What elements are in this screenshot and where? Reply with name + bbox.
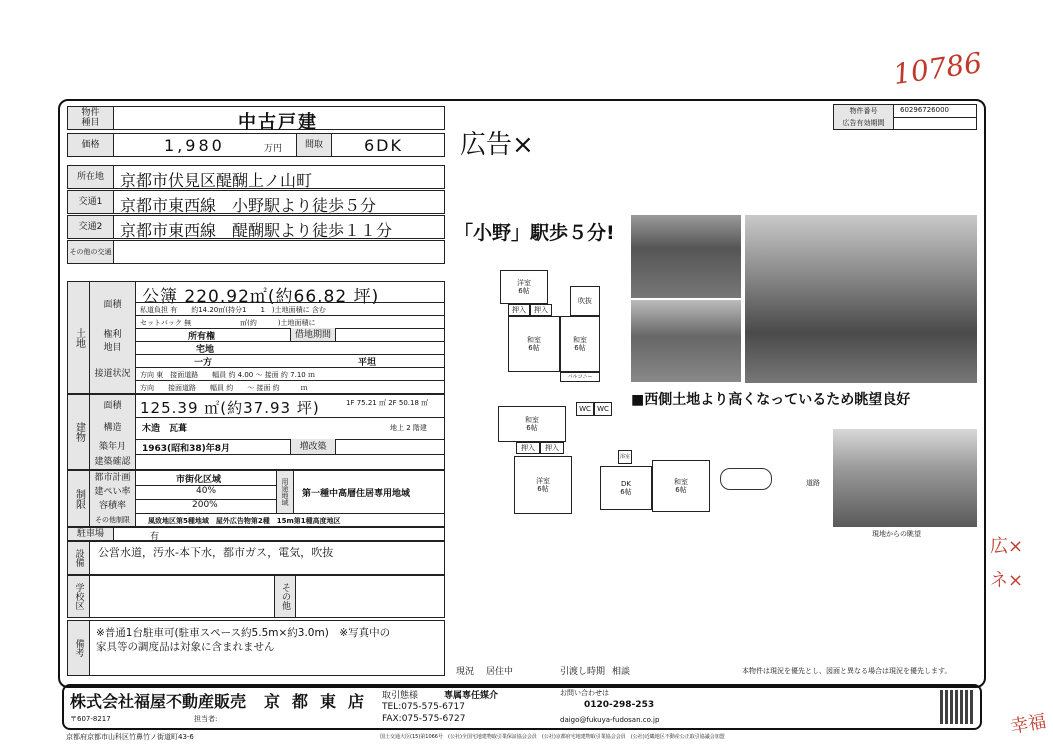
far-label: 容積率 xyxy=(90,499,136,513)
transport-row-1 xyxy=(67,190,445,214)
company-name: 株式会社福屋不動産販売 xyxy=(70,692,247,711)
plan-room: 押入 xyxy=(508,304,530,316)
zone-label: 都市計画 xyxy=(90,471,136,485)
transport-2-value: 京都市東西線 醍醐駅より徒歩１１分 xyxy=(120,221,393,240)
land-rights-label: 権利 xyxy=(90,328,136,341)
other-restriction-label: その他制限 xyxy=(90,513,136,526)
zone-value: 市街化区域 xyxy=(176,475,222,485)
transport-1-label: 交通1 xyxy=(68,191,114,213)
bcr-value: 40% xyxy=(196,486,217,496)
land-chimoku-value: 宅地 xyxy=(196,345,215,355)
plan-room: 押入 xyxy=(516,442,540,454)
plan-room: 押入 xyxy=(540,442,564,454)
building-section-label: 建物 xyxy=(68,395,90,469)
company-fax: FAX:075-575-6727 xyxy=(382,714,466,724)
facilities-label: 設備 xyxy=(68,542,90,574)
plan-room: 和室 6帖 xyxy=(560,316,600,372)
other-label: その他 xyxy=(274,576,296,617)
transport-other-label: その他の交通 xyxy=(68,241,114,263)
plan-room: 浴室 xyxy=(618,450,632,464)
land-chimoku-label: 地目 xyxy=(90,341,136,354)
building-area-extra: 1F 75.21 ㎡ 2F 50.18 ㎡ xyxy=(346,399,429,407)
remarks-line-2: 家具等の調度品は対象に含まれません xyxy=(96,641,275,653)
building-area-value: 125.39 ㎡(約37.93 坪) xyxy=(140,399,320,417)
building-section xyxy=(67,394,445,470)
remarks-row xyxy=(67,620,445,676)
street-photo-bottom xyxy=(631,300,741,382)
plan-room: WC xyxy=(576,402,594,416)
plan-room: DK 6帖 xyxy=(600,466,652,510)
property-no-label: 物件番号 xyxy=(834,105,894,117)
remarks-line-1: ※普通1台駐車可(駐車スペース約5.5m×約3.0m) ※写真中の xyxy=(96,627,391,639)
land-section-label: 土地 xyxy=(68,282,90,393)
layout-value: 6DK xyxy=(364,136,403,155)
land-rights-value: 所有権 xyxy=(188,332,216,342)
handwritten-number: 10786 xyxy=(891,45,984,92)
property-no-value: 60296726000 xyxy=(900,106,949,114)
facilities-value: 公営水道，汚水-本下水，都市ガス，電気，吹抜 xyxy=(98,546,334,559)
facilities-row xyxy=(67,541,445,575)
plan-room: バルコニー xyxy=(560,372,600,382)
land-section xyxy=(67,281,445,394)
qr-code[interactable] xyxy=(940,690,974,724)
inquiry-label: お問い合わせは xyxy=(560,689,609,697)
price-value: 1,980 xyxy=(164,136,225,155)
property-number-box xyxy=(833,104,977,130)
building-built-label: 築年月 xyxy=(90,439,136,454)
land-road-label: 接道状況 xyxy=(90,354,136,393)
land-private-road: 私道負担 有 約14.20㎡(持分1 1 )土地面積に 含む xyxy=(140,306,326,314)
address-label: 所在地 xyxy=(68,166,114,188)
school-row xyxy=(67,575,445,618)
company-branch: 京都東店 xyxy=(264,692,377,711)
street-photo-top xyxy=(631,215,741,298)
type-label: 物件 種目 xyxy=(68,107,114,129)
view-note: ■西側土地より高くなっているため眺望良好 xyxy=(631,392,911,408)
layout-label: 間取 xyxy=(296,134,332,156)
land-road-detail-2: 方向 接面道路 幅員 約 ～ 接面 約 ｍ xyxy=(140,384,308,392)
price-row xyxy=(67,133,445,157)
building-structure-label: 構造 xyxy=(90,417,136,439)
free-dial[interactable]: 0120-298-253 xyxy=(584,700,655,710)
transport-1-value: 京都市東西線 小野駅より徒歩５分 xyxy=(120,196,377,215)
plan-room: 洋室 6帖 xyxy=(514,456,572,514)
plan-room: 押入 xyxy=(530,304,552,316)
plan-room: WC xyxy=(594,402,612,416)
use-value: 第一種中高層住居専用地域 xyxy=(302,489,411,499)
far-value: 200% xyxy=(192,500,218,510)
price-label: 価格 xyxy=(68,134,114,156)
house-photo xyxy=(745,215,977,383)
address-row xyxy=(67,165,445,189)
company-address: 京都府京都市山科区竹鼻竹ノ街道町43-6 xyxy=(66,733,194,741)
building-check-label: 建築確認 xyxy=(90,454,136,469)
plan-room: 和室 6帖 xyxy=(508,316,560,372)
company-tel: TEL:075-575-6717 xyxy=(382,702,465,712)
plan-room: 吹抜 xyxy=(570,286,600,316)
deadline-label: 広告有効期間 xyxy=(834,117,894,129)
parking-value: 有 xyxy=(150,532,160,542)
land-area-value: 公簿 220.92㎡(約66.82 坪) xyxy=(142,287,380,307)
delivery-label: 引渡し時期 xyxy=(560,667,606,677)
handwritten-note-company: 幸福 xyxy=(1008,711,1048,738)
plan-room: 和室 6帖 xyxy=(652,460,710,512)
current-label: 現況 xyxy=(456,667,475,677)
parking-label: 駐車場 xyxy=(68,528,114,540)
ad-note: 広告× xyxy=(460,130,534,160)
land-road-value-2: 平坦 xyxy=(358,358,377,368)
regulation-section xyxy=(67,470,445,527)
view-photo-caption: 現地からの眺望 xyxy=(872,530,921,538)
school-label: 学校区 xyxy=(68,576,90,617)
building-structure-value: 木造 瓦葺 xyxy=(142,424,188,434)
land-area-label: 面積 xyxy=(90,282,136,328)
floorplan-lower xyxy=(490,402,820,520)
floorplan-upper xyxy=(500,262,612,382)
land-road-value-1: 一方 xyxy=(194,358,213,368)
type-row xyxy=(67,106,445,133)
price-unit: 万円 xyxy=(264,144,283,154)
plan-room: 洋室 6帖 xyxy=(500,270,548,304)
land-road-detail-1: 方向 東 接面道路 幅員 約 4.00 ～ 接面 約 7.10 ｍ xyxy=(140,371,315,379)
transport-row-other xyxy=(67,240,445,264)
current-value: 居住中 xyxy=(486,667,514,677)
company-license: 国土交通大臣(15)第1066号 (公社)全国宅地建物取引業保証協会会員 (公社)京都府宅地建物取引業協会会員 (公社)近畿地区不動産公正取引協議会加盟 xyxy=(380,734,725,740)
address-value: 京都市伏見区醍醐上ノ山町 xyxy=(120,171,313,190)
remarks-label: 備考 xyxy=(68,621,90,675)
company-zip: 〒607-8217 xyxy=(70,715,111,723)
catch-copy: 「小野」駅歩５分! xyxy=(454,222,615,244)
company-footer xyxy=(62,684,982,730)
bcr-label: 建ぺい率 xyxy=(90,485,136,499)
other-restriction-value: 風致地区第5種地域 屋外広告物第2種 15m第1種高度地区 xyxy=(148,517,341,525)
plan-road-label: 道路 xyxy=(806,479,820,487)
use-label: 用途地域 xyxy=(276,471,294,513)
delivery-value: 相談 xyxy=(612,667,631,677)
building-renovation-label: 増改築 xyxy=(290,439,336,454)
plan-room: 和室 6帖 xyxy=(498,406,566,442)
car-outline xyxy=(720,468,772,490)
regulation-section-label: 制限 xyxy=(68,471,90,526)
handwritten-note-ad: 広× xyxy=(990,536,1024,557)
view-photo xyxy=(833,429,977,527)
company-email[interactable]: daigo@fukuya-fudosan.co.jp xyxy=(560,716,660,724)
type-value: 中古戸建 xyxy=(238,112,318,133)
land-setback: セットバック 無 ㎡(約 )土地面積に xyxy=(140,319,316,327)
transport-2-label: 交通2 xyxy=(68,216,114,238)
land-contract-label: 借地期間 xyxy=(290,328,336,341)
footer-note: 本物件は現況を優先とし、図面と異なる場合は現況を優先します。 xyxy=(742,667,952,675)
parking-row xyxy=(67,527,445,541)
mode-value: 専属専任媒介 xyxy=(444,691,499,701)
staff-label: 担当者: xyxy=(194,715,218,723)
building-built-value: 1963(昭和38)年8月 xyxy=(142,444,231,454)
transport-row-2 xyxy=(67,215,445,239)
building-area-label: 面積 xyxy=(90,395,136,417)
mode-label: 取引態様 xyxy=(382,691,419,701)
building-floors: 地上 2 階建 xyxy=(390,424,427,432)
handwritten-note-net: ネ× xyxy=(990,570,1024,591)
